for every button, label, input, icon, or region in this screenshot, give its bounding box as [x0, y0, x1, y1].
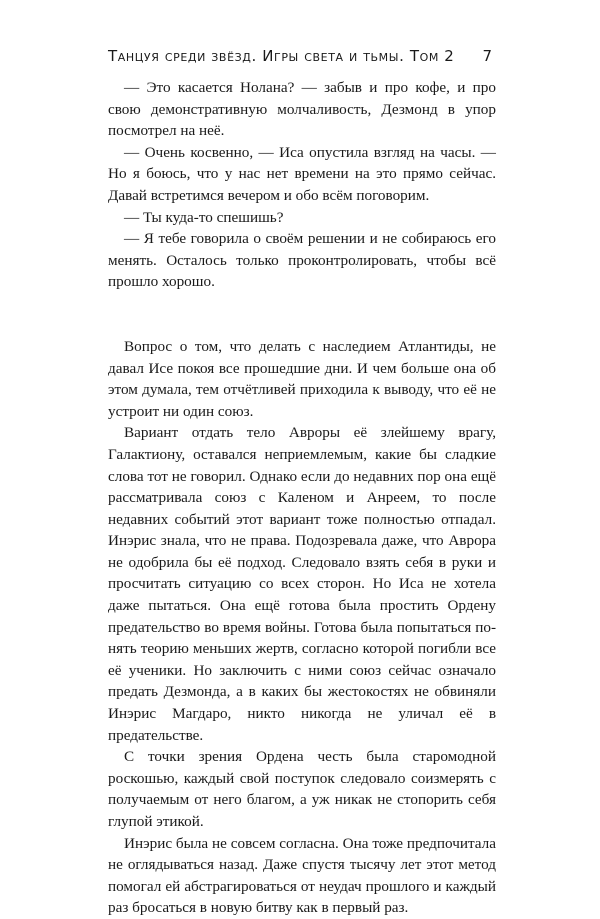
running-header	[108, 44, 492, 68]
dialogue-line: — Я тебе говорила о своём решении и не собираюсь его менять. Осталось только проконтролировать, чтобы всё прошло хорошо.	[108, 230, 496, 291]
narrative-paragraph: Вопрос о том, что делать с наследием Атлантиды, не давал Исе покоя все прошедшие дни. И чем больше она об этом думала, тем отчётливей приходила к выводу, что её не устроит ни один союз.	[108, 337, 496, 420]
dialogue-line: — Это касается Нолана? — забыв и про кофе, и про свою демонстративную молчаливость, Дезмонд в упор посмотрел на неё.	[108, 79, 496, 140]
narrative-paragraph: Инэрис была не совсем согласна. Она тоже предпочитала не оглядываться назад. Даже спустя тысячу лет этот метод помогал ей абстрагироваться от неудач прошлого и каждый раз бросаться в новую битву как в первый раз.	[108, 834, 496, 917]
scene-break	[108, 293, 496, 336]
page-body	[108, 77, 496, 919]
running-title: Танцуя среди звёзд. Игры света и тьмы. Том 2	[108, 47, 455, 65]
dialogue-line: — Очень косвенно, — Иса опустила взгляд на часы. — Но я боюсь, что у нас нет времени на это прямо сейчас. Давай встретимся вечером и обо всём поговорим.	[108, 143, 496, 204]
dialogue-line: — Ты куда-то спешишь?	[124, 208, 284, 226]
narrative-paragraph: Вариант отдать тело Авроры её злейшему врагу, Галактиону, оставался неприемлемым, какие бы сладкие слова тот не говорил. Однако если до недавних пор она ещё рассматривала союз с Каленом и Анреем, то после недавних событий этот вариант тоже полностью отпадал. Инэрис знала, что не права. Подозревала даже, что Аврора не одобрила бы её подход. Следовало взять себя в руки и просчитать ситуацию со всех сторон. Но Иса не хотела даже пытаться. Она ещё готова была простить Ордену предательство во время войны. Готова была попытаться понять теорию меньших жертв, согласно которой погибли все её ученики. Но заключить с ними союз сейчас означало предать Дезмонда, а в каких бы жестокостях не обвиняли Инэрис Магдаро, никто никогда не уличал её в предательстве.	[108, 424, 496, 744]
page-number: 7	[482, 47, 492, 65]
narrative-paragraph: С точки зрения Ордена честь была старомодной роскошью, каждый свой поступок следовало соизмерять с получаемым от него благом, а уж никак не стопорить себя глупой этикой.	[108, 748, 496, 830]
